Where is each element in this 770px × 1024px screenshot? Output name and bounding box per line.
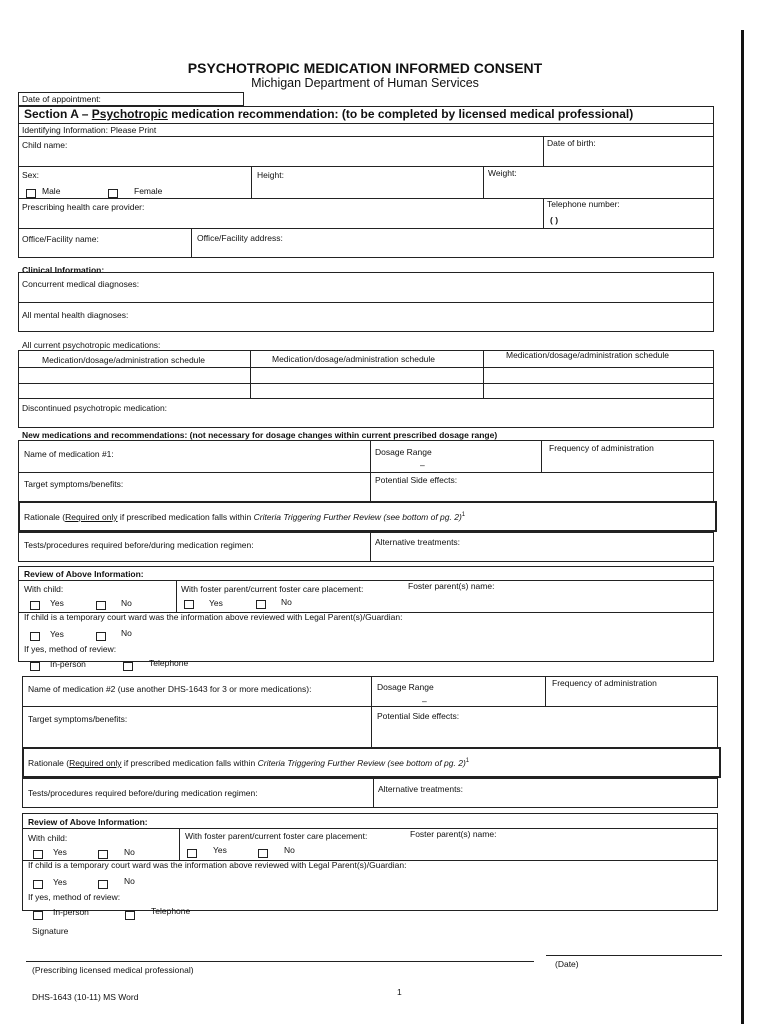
med2-court-no-checkbox[interactable] bbox=[98, 880, 108, 889]
med1-dosage-range[interactable]: Dosage Range bbox=[375, 447, 432, 457]
med2-inperson: In-person bbox=[53, 907, 89, 917]
form-title: PSYCHOTROPIC MEDICATION INFORMED CONSENT bbox=[187, 60, 543, 76]
signature-line[interactable] bbox=[26, 961, 534, 962]
scan-edge bbox=[741, 30, 744, 1024]
med1-inperson-checkbox[interactable] bbox=[30, 662, 40, 671]
col-header-1: Medication/dosage/administration schedule bbox=[42, 355, 206, 365]
med1-foster-no: No bbox=[281, 597, 292, 607]
telephone-field[interactable]: Telephone number: bbox=[547, 199, 620, 209]
med2-foster-yes-checkbox[interactable] bbox=[187, 849, 197, 858]
med2-target[interactable]: Target symptoms/benefits: bbox=[28, 714, 128, 724]
med2-child-no: No bbox=[124, 847, 135, 857]
med2-foster-no-checkbox[interactable] bbox=[258, 849, 268, 858]
page-number: 1 bbox=[397, 987, 402, 997]
female-checkbox[interactable] bbox=[108, 189, 118, 198]
sex-label: Sex: bbox=[22, 170, 40, 180]
med2-court-ward: If child is a temporary court ward was the information above reviewed with Legal Parent(s)/Guardian: bbox=[28, 860, 407, 870]
med1-child-no: No bbox=[121, 598, 132, 608]
med2-child-yes-checkbox[interactable] bbox=[33, 850, 43, 859]
med1-court-yes: Yes bbox=[50, 629, 64, 639]
med2-court-yes: Yes bbox=[53, 877, 67, 887]
med1-method: If yes, method of review: bbox=[24, 644, 117, 654]
med2-review-heading: Review of Above Information: bbox=[28, 817, 148, 827]
med1-review-heading: Review of Above Information: bbox=[24, 569, 144, 579]
med2-telephone: Telephone bbox=[151, 906, 191, 916]
date-of-appointment-label: Date of appointment: bbox=[22, 94, 101, 104]
med2-tests[interactable]: Tests/procedures required before/during medication regimen: bbox=[28, 788, 258, 798]
med1-child-yes: Yes bbox=[50, 598, 64, 608]
med1-foster-yes-checkbox[interactable] bbox=[184, 600, 194, 609]
med1-foster: With foster parent/current foster care placement: bbox=[181, 584, 364, 594]
height-field[interactable]: Height: bbox=[257, 170, 284, 180]
med2-foster-names[interactable]: Foster parent(s) name: bbox=[410, 829, 497, 839]
med1-foster-names[interactable]: Foster parent(s) name: bbox=[408, 581, 495, 591]
med2-method: If yes, method of review: bbox=[28, 892, 121, 902]
med2-foster-yes: Yes bbox=[213, 845, 227, 855]
med2-child-no-checkbox[interactable] bbox=[98, 850, 108, 859]
col-header-3: Medication/dosage/administration schedule bbox=[506, 350, 670, 360]
signature-label: Signature bbox=[32, 926, 69, 936]
weight-field[interactable]: Weight: bbox=[488, 168, 517, 178]
female-label: Female bbox=[134, 186, 163, 196]
med1-frequency[interactable]: Frequency of administration bbox=[549, 443, 654, 453]
med2-child-yes: Yes bbox=[53, 847, 67, 857]
male-label: Male bbox=[42, 186, 61, 196]
prescriber-line-label: (Prescribing licensed medical professional) bbox=[32, 965, 194, 975]
new-meds-heading: New medications and recommendations: (not necessary for dosage changes within current prescribed dosage range) bbox=[22, 430, 498, 440]
med1-rationale: Rationale (Required only if prescribed medication falls within Criteria Triggering Further Review (see bottom of pg. 2)$^1$ bbox=[24, 511, 466, 522]
med2-alternatives[interactable]: Alternative treatments: bbox=[378, 784, 464, 794]
med2-rationale: Rationale (Required only if prescribed medication falls within Criteria Triggering Further Review (see bottom of pg. 2)$^1$ bbox=[28, 757, 470, 768]
date-line[interactable] bbox=[546, 955, 722, 956]
med1-telephone: Telephone bbox=[149, 658, 189, 668]
med2-side-effects[interactable]: Potential Side effects: bbox=[377, 711, 460, 721]
med1-foster-yes: Yes bbox=[209, 598, 223, 608]
male-checkbox[interactable] bbox=[26, 189, 36, 198]
date-label: (Date) bbox=[555, 959, 579, 969]
med2-inperson-checkbox[interactable] bbox=[33, 911, 43, 920]
med2-name-field[interactable]: Name of medication #2 (use another DHS-1643 for 3 or more medications): bbox=[28, 684, 312, 694]
form-id: DHS-1643 (10-11) MS Word bbox=[32, 992, 139, 1002]
current-meds-label: All current psychotropic medications: bbox=[22, 340, 161, 350]
med1-tests[interactable]: Tests/procedures required before/during medication regimen: bbox=[24, 540, 254, 550]
discontinued-label: Discontinued psychotropic medication: bbox=[22, 403, 168, 413]
med2-with-child: With child: bbox=[28, 833, 68, 843]
clinical-heading: Clinical Information: bbox=[22, 265, 105, 275]
med1-alternatives[interactable]: Alternative treatments: bbox=[375, 537, 461, 547]
office-address-field[interactable]: Office/Facility address: bbox=[197, 233, 283, 243]
med1-court-no-checkbox[interactable] bbox=[96, 632, 106, 641]
med1-side-effects[interactable]: Potential Side effects: bbox=[375, 475, 458, 485]
med1-court-yes-checkbox[interactable] bbox=[30, 632, 40, 641]
med2-court-yes-checkbox[interactable] bbox=[33, 880, 43, 889]
med2-court-no: No bbox=[124, 876, 135, 886]
med1-court-ward: If child is a temporary court ward was the information above reviewed with Legal Parent(s)/Guardian: bbox=[24, 612, 403, 622]
med1-child-yes-checkbox[interactable] bbox=[30, 601, 40, 610]
mental-label: All mental health diagnoses: bbox=[22, 310, 129, 320]
med1-court-no: No bbox=[121, 628, 132, 638]
med1-inperson: In-person bbox=[50, 659, 86, 669]
med1-with-child: With child: bbox=[24, 584, 64, 594]
form-subtitle: Michigan Department of Human Services bbox=[251, 76, 479, 90]
section-a-heading: Section A – Psychotropic medication recommendation: (to be completed by licensed medical professional) bbox=[24, 107, 634, 121]
med2-telephone-checkbox[interactable] bbox=[125, 911, 135, 920]
med1-foster-no-checkbox[interactable] bbox=[256, 600, 266, 609]
med1-target[interactable]: Target symptoms/benefits: bbox=[24, 479, 124, 489]
med2-frequency[interactable]: Frequency of administration bbox=[552, 678, 657, 688]
date-of-birth-field[interactable]: Date of birth: bbox=[547, 138, 596, 148]
med1-name-field[interactable]: Name of medication #1: bbox=[24, 449, 114, 459]
med2-foster: With foster parent/current foster care placement: bbox=[185, 831, 368, 841]
child-name-field[interactable]: Child name: bbox=[22, 140, 68, 150]
med1-dosage-dash: – bbox=[420, 460, 425, 470]
med1-telephone-checkbox[interactable] bbox=[123, 662, 133, 671]
med2-dosage-dash: – bbox=[422, 696, 427, 706]
med2-foster-no: No bbox=[284, 845, 295, 855]
identifying-info-label: Identifying Information: Please Print bbox=[22, 125, 157, 135]
med2-dosage-range[interactable]: Dosage Range bbox=[377, 682, 434, 692]
concurrent-label: Concurrent medical diagnoses: bbox=[22, 279, 140, 289]
phone-parens: ( ) bbox=[550, 215, 559, 225]
med1-child-no-checkbox[interactable] bbox=[96, 601, 106, 610]
prescriber-field[interactable]: Prescribing health care provider: bbox=[22, 202, 145, 212]
office-name-field[interactable]: Office/Facility name: bbox=[22, 234, 99, 244]
col-header-2: Medication/dosage/administration schedule bbox=[272, 354, 436, 364]
